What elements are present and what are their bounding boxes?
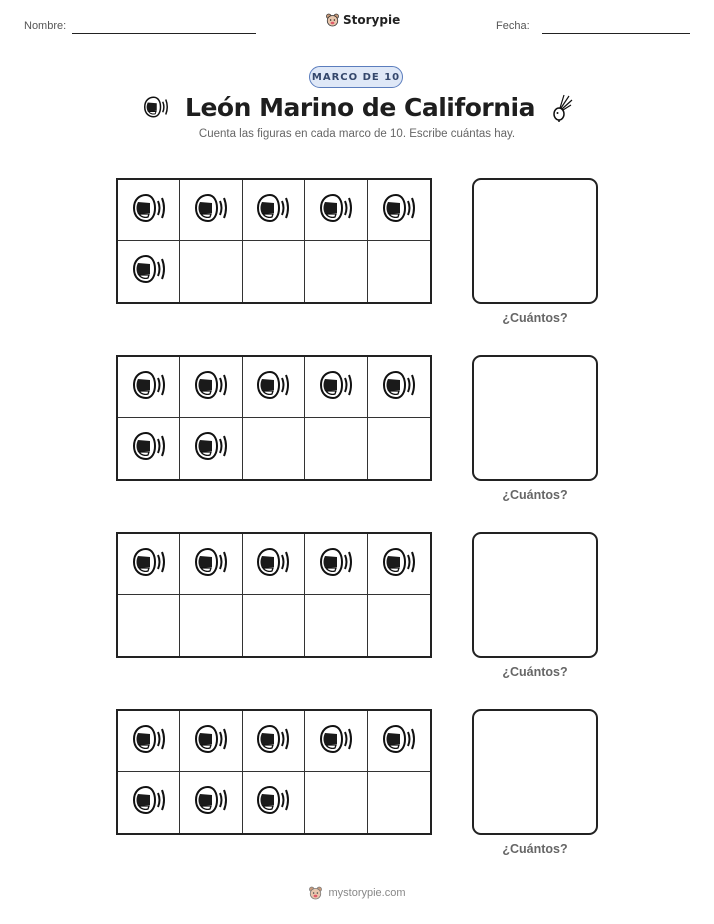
- frame-cell: [368, 241, 430, 302]
- sea-lion-roar-icon: [191, 722, 231, 761]
- sea-lion-roar-icon: [316, 545, 356, 584]
- frame-cell: [180, 772, 242, 833]
- ten-frame-4: [116, 709, 432, 835]
- answer-box-3[interactable]: [472, 532, 598, 658]
- frame-cell: [118, 357, 180, 418]
- sea-lion-roar-icon: [191, 545, 231, 584]
- ten-frame-1: [116, 178, 432, 304]
- frame-cell: [368, 711, 430, 772]
- sea-lion-roar-icon: [379, 545, 419, 584]
- frame-cell: [118, 418, 180, 479]
- sea-lion-roar-icon: [253, 368, 293, 407]
- sea-lion-roar-icon: [316, 722, 356, 761]
- ten-frame-3: [116, 532, 432, 658]
- answer-box-1[interactable]: [472, 178, 598, 304]
- frame-cell: [305, 241, 367, 302]
- storypie-bear-logo-icon: [325, 12, 340, 28]
- frame-cell: [118, 772, 180, 833]
- frame-cell: [305, 534, 367, 595]
- frame-cell: [118, 711, 180, 772]
- frame-cell: [180, 357, 242, 418]
- frame-cell: [305, 180, 367, 241]
- frame-cell: [305, 595, 367, 656]
- sea-lion-roar-icon: [129, 783, 169, 822]
- answer-box-4[interactable]: [472, 709, 598, 835]
- frame-cell: [243, 357, 305, 418]
- frame-cell: [305, 357, 367, 418]
- frame-cell: [180, 241, 242, 302]
- footer: [0, 885, 714, 901]
- sea-lion-roar-icon: [253, 191, 293, 230]
- sea-lion-roar-icon: [129, 722, 169, 761]
- frame-cell: [118, 595, 180, 656]
- name-label: Nombre:: [24, 20, 67, 32]
- sea-lion-roar-icon: [379, 368, 419, 407]
- sea-lion-roar-icon: [129, 545, 169, 584]
- frame-cell: [243, 180, 305, 241]
- sea-lion-roar-icon: [253, 783, 293, 822]
- frame-cell: [118, 534, 180, 595]
- frame-cell: [118, 180, 180, 241]
- frame-cell: [368, 595, 430, 656]
- frame-cell: [368, 534, 430, 595]
- storypie-brand: [325, 12, 400, 28]
- answer-label-1: ¿Cuántos?: [502, 311, 568, 325]
- frame-cell: [180, 418, 242, 479]
- sea-lion-roar-icon: [141, 94, 171, 120]
- frame-cell: [118, 241, 180, 302]
- fishing-lure-icon: [549, 92, 573, 122]
- storypie-bear-logo-icon: [308, 885, 323, 901]
- sea-lion-roar-icon: [253, 722, 293, 761]
- frame-cell: [243, 711, 305, 772]
- frame-cell: [368, 772, 430, 833]
- sea-lion-roar-icon: [316, 191, 356, 230]
- page-title: León Marino de California: [185, 92, 535, 122]
- answer-label-3: ¿Cuántos?: [502, 665, 568, 679]
- frame-cell: [180, 711, 242, 772]
- answer-label-4: ¿Cuántos?: [502, 842, 568, 856]
- frame-cell: [368, 418, 430, 479]
- sea-lion-roar-icon: [191, 191, 231, 230]
- frame-cell: [305, 772, 367, 833]
- sea-lion-roar-icon: [253, 545, 293, 584]
- frame-cell: [305, 418, 367, 479]
- name-line[interactable]: [72, 33, 256, 34]
- brand-name: Storypie: [343, 13, 401, 27]
- frame-cell: [243, 595, 305, 656]
- sea-lion-roar-icon: [129, 191, 169, 230]
- frame-cell: [243, 772, 305, 833]
- frame-cell: [243, 534, 305, 595]
- sea-lion-roar-icon: [129, 368, 169, 407]
- date-label: Fecha:: [496, 20, 530, 32]
- answer-box-2[interactable]: [472, 355, 598, 481]
- sea-lion-roar-icon: [379, 722, 419, 761]
- frame-cell: [180, 595, 242, 656]
- ten-frame-2: [116, 355, 432, 481]
- footer-url[interactable]: mystorypie.com: [328, 887, 406, 899]
- sea-lion-roar-icon: [316, 368, 356, 407]
- frame-cell: [368, 180, 430, 241]
- sea-lion-roar-icon: [191, 368, 231, 407]
- answer-label-2: ¿Cuántos?: [502, 488, 568, 502]
- instructions: Cuenta las figuras en cada marco de 10. Escribe cuántas hay.: [198, 128, 516, 140]
- frame-cell: [180, 534, 242, 595]
- frame-cell: [243, 418, 305, 479]
- sea-lion-roar-icon: [129, 252, 169, 291]
- date-line[interactable]: [542, 33, 690, 34]
- frame-cell: [368, 357, 430, 418]
- sea-lion-roar-icon: [129, 429, 169, 468]
- sea-lion-roar-icon: [191, 429, 231, 468]
- frame-cell: [305, 711, 367, 772]
- sea-lion-roar-icon: [379, 191, 419, 230]
- frame-cell: [243, 241, 305, 302]
- title-row: [0, 92, 714, 122]
- worksheet-type-badge: MARCO DE 10: [309, 66, 403, 88]
- frame-cell: [180, 180, 242, 241]
- sea-lion-roar-icon: [191, 783, 231, 822]
